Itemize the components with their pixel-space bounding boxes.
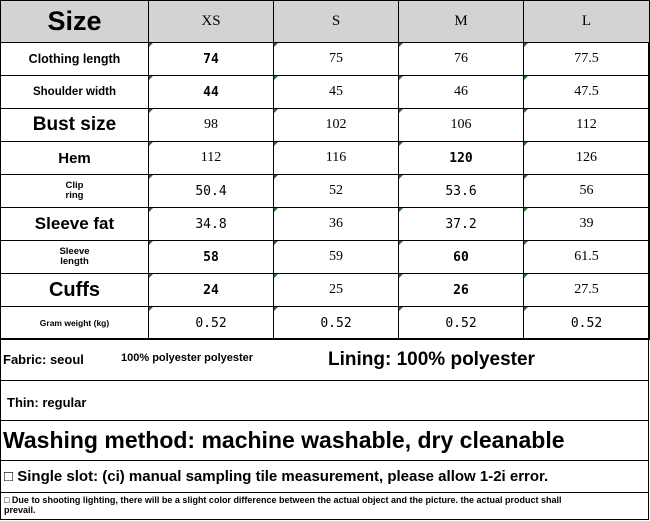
- row-label-sleeve-fat: Sleeve fat: [1, 208, 149, 241]
- table-cell: 44: [149, 76, 274, 109]
- table-row: [1, 76, 650, 109]
- table-cell: 98: [149, 109, 274, 142]
- lining-text: Lining: 100% polyester: [328, 349, 535, 370]
- table-cell: 112: [149, 142, 274, 175]
- fabric-row: [0, 338, 649, 380]
- table-cell: 77.5: [524, 43, 650, 76]
- table-cell: 53.6: [399, 175, 524, 208]
- table-cell: 50.4: [149, 175, 274, 208]
- table-row: [1, 274, 650, 307]
- table-cell: 27.5: [524, 274, 650, 307]
- table-cell: 0.52: [149, 307, 274, 340]
- table-cell: 34.8: [149, 208, 274, 241]
- table-row: [1, 241, 650, 274]
- measurement-note: □ Single slot: (ci) manual sampling tile measurement, please allow 1-2i error.: [4, 468, 549, 485]
- table-cell: 60: [399, 241, 524, 274]
- table-cell: 24: [149, 274, 274, 307]
- table-cell: 46: [399, 76, 524, 109]
- table-row: [1, 307, 650, 340]
- table-row: [1, 175, 650, 208]
- table-cell: 52: [274, 175, 399, 208]
- row-label-cuffs: Cuffs: [1, 274, 149, 307]
- washing-row: [0, 420, 649, 460]
- disclaimer-row: [0, 492, 649, 520]
- table-cell: 0.52: [399, 307, 524, 340]
- table-row: [1, 43, 650, 76]
- table-cell: 47.5: [524, 76, 650, 109]
- table-cell: 25: [274, 274, 399, 307]
- table-cell: 116: [274, 142, 399, 175]
- size-xs-header: XS: [149, 1, 274, 43]
- table-cell: 0.52: [524, 307, 650, 340]
- table-cell: 120: [399, 142, 524, 175]
- table-cell: 26: [399, 274, 524, 307]
- row-label-shoulder-width: Shoulder width: [1, 76, 149, 109]
- table-cell: 106: [399, 109, 524, 142]
- row-label-clothing-length: Clothing length: [1, 43, 149, 76]
- table-cell: 61.5: [524, 241, 650, 274]
- fabric-value: 100% polyester polyester: [121, 352, 254, 364]
- table-cell: 58: [149, 241, 274, 274]
- row-label-bust-size: Bust size: [1, 109, 149, 142]
- table-cell: 76: [399, 43, 524, 76]
- table-header-row: [1, 1, 650, 43]
- table-cell: 39: [524, 208, 650, 241]
- color-disclaimer: □ Due to shooting lighting, there will be a slight color difference between the actual object and the picture. the actual product shall prevail.: [4, 495, 562, 515]
- size-s-header: S: [274, 1, 399, 43]
- measurement-row: [0, 460, 649, 492]
- size-header: Size: [1, 1, 149, 43]
- row-label-gram-weight: Gram weight (kg): [1, 307, 149, 340]
- table-cell: 74: [149, 43, 274, 76]
- table-cell: 56: [524, 175, 650, 208]
- table-cell: 102: [274, 109, 399, 142]
- row-label-sleeve-length: Sleeve length: [1, 241, 149, 274]
- table-row: [1, 208, 650, 241]
- washing-method-text: Washing method: machine washable, dry cleanable: [3, 427, 565, 453]
- table-cell: 59: [274, 241, 399, 274]
- table-row: [1, 109, 650, 142]
- row-label-hem: Hem: [1, 142, 149, 175]
- thickness-text: Thin: regular: [7, 395, 87, 410]
- row-label-clip-ring: Clip ring: [1, 175, 149, 208]
- table-cell: 37.2: [399, 208, 524, 241]
- table-cell: 75: [274, 43, 399, 76]
- fabric-label: Fabric: seoul: [3, 352, 84, 367]
- table-row: [1, 142, 650, 175]
- thickness-row: [0, 380, 649, 420]
- table-cell: 112: [524, 109, 650, 142]
- table-cell: 36: [274, 208, 399, 241]
- size-l-header: L: [524, 1, 650, 43]
- table-cell: 126: [524, 142, 650, 175]
- table-cell: 0.52: [274, 307, 399, 340]
- table-cell: 45: [274, 76, 399, 109]
- size-m-header: M: [399, 1, 524, 43]
